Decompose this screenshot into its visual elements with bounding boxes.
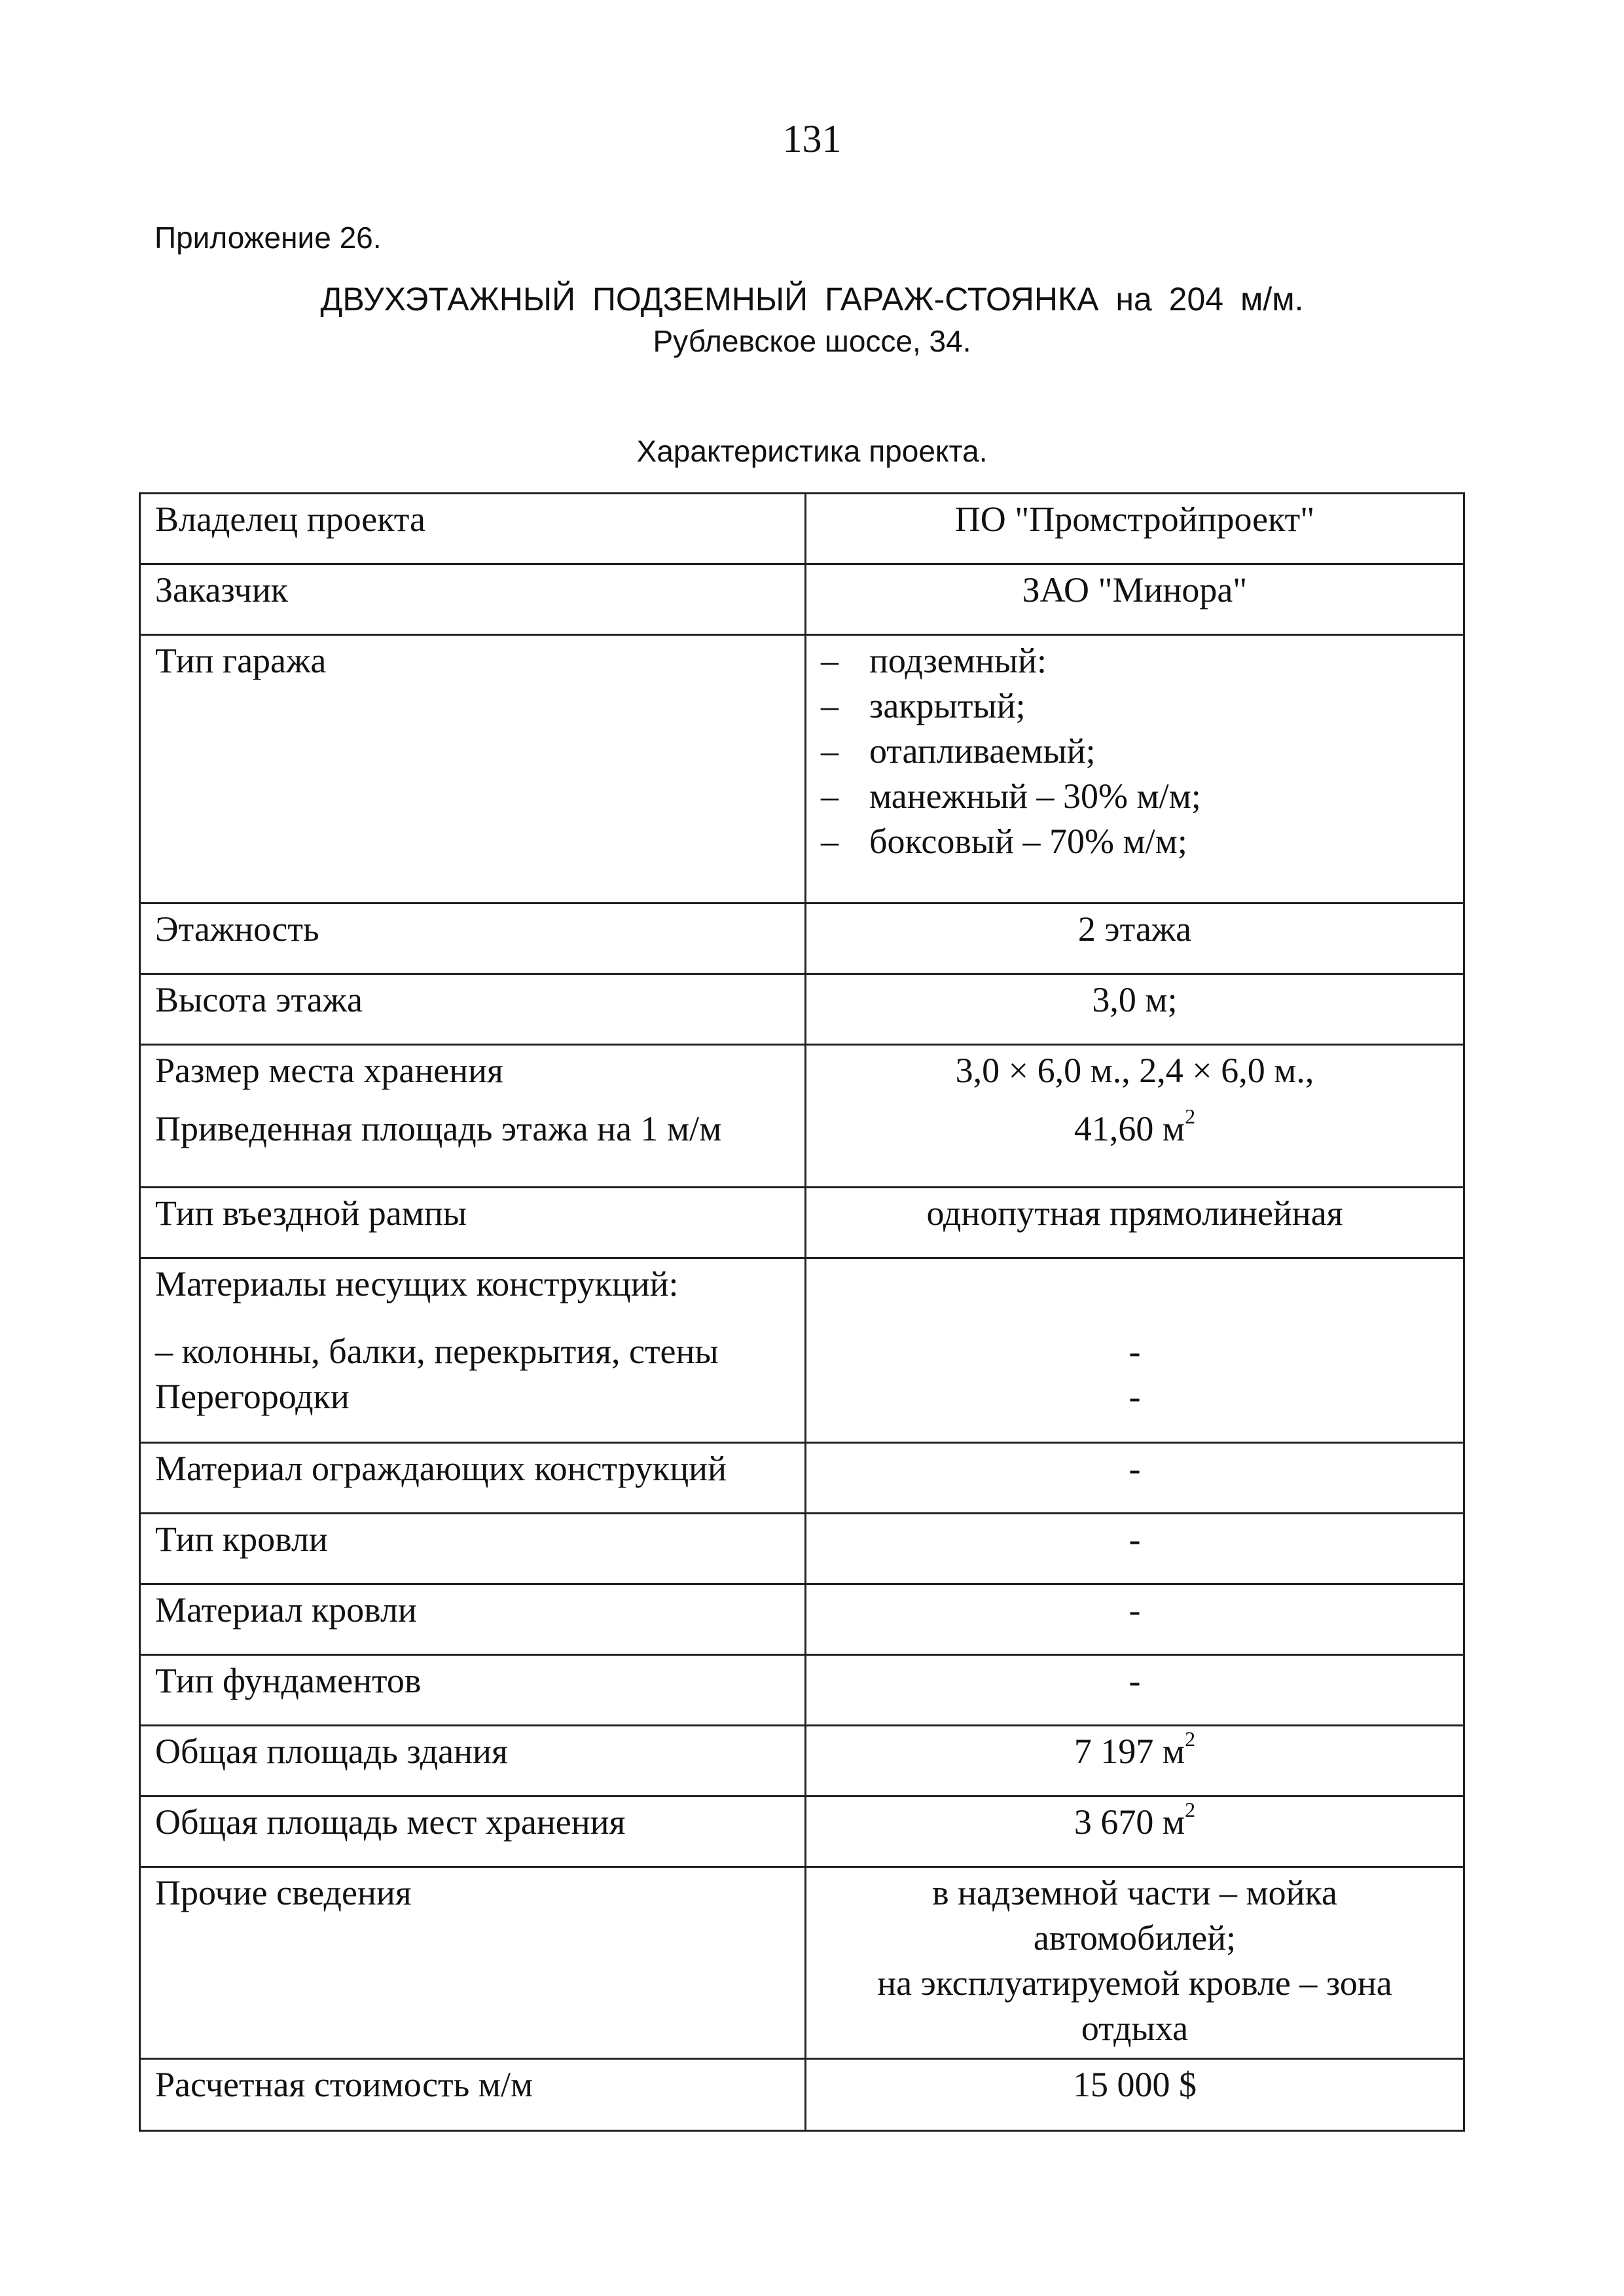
row-value: 3 670 $м^2$ xyxy=(806,1796,1464,1867)
row-label: Заказчик xyxy=(140,564,806,635)
reduced-area-value: 41,60 $м^2$ xyxy=(1074,1104,1196,1149)
row-label: Прочие сведения xyxy=(140,1867,806,2059)
structure-materials-sub1: – колонны, балки, перекрытия, стены xyxy=(155,1332,719,1372)
table-row xyxy=(140,635,1464,903)
table-row xyxy=(140,494,1464,564)
other-info-line: отдыха xyxy=(1081,2009,1189,2049)
table-row xyxy=(140,1796,1464,1867)
dash-marker: – xyxy=(821,776,839,816)
list-item: – подземный: xyxy=(821,638,1449,683)
row-value: ЗАО "Минора" xyxy=(806,564,1464,635)
table-row xyxy=(140,2059,1464,2131)
structure-materials-label: Материалы несущих конструкций: xyxy=(155,1264,679,1303)
dash-marker: – xyxy=(821,641,839,680)
table-row xyxy=(140,974,1464,1045)
table-row xyxy=(140,1188,1464,1258)
page-number: 131 xyxy=(782,117,842,160)
table-row xyxy=(140,1867,1464,2059)
row-value: однопутная прямолинейная xyxy=(806,1188,1464,1258)
address: Рублевское шоссе, 34. xyxy=(653,324,971,358)
table-row xyxy=(140,564,1464,635)
row-value xyxy=(806,1045,1464,1188)
row-label: Материал кровли xyxy=(140,1584,806,1655)
row-label: Тип гаража xyxy=(140,635,806,903)
table-row xyxy=(140,1045,1464,1188)
row-value: - xyxy=(806,1514,1464,1584)
dash-marker: – xyxy=(821,822,839,862)
appendix-label: Приложение 26. xyxy=(154,221,382,255)
list-item: – закрытый; xyxy=(821,683,1449,729)
row-label: Расчетная стоимость м/м xyxy=(140,2059,806,2131)
row-value xyxy=(806,1258,1464,1443)
table-row xyxy=(140,903,1464,974)
dash-marker: – xyxy=(821,731,839,771)
row-label xyxy=(140,1045,806,1188)
table-row xyxy=(140,1258,1464,1443)
row-value: - xyxy=(806,1443,1464,1514)
row-value xyxy=(806,1867,1464,2059)
row-label: Материал ограждающих конструкций xyxy=(140,1443,806,1514)
list-item: – боксовый – 70% м/м; xyxy=(821,819,1449,864)
table-row xyxy=(140,1655,1464,1726)
row-value: 15 000 $ xyxy=(806,2059,1464,2131)
row-label: Высота этажа xyxy=(140,974,806,1045)
row-value xyxy=(806,635,1464,903)
list-item: – отапливаемый; xyxy=(821,729,1449,774)
other-info-line: в надземной части – мойка xyxy=(932,1873,1337,1912)
storage-size-value: 3,0 × 6,0 м., 2,4 × 6,0 м., xyxy=(955,1051,1314,1090)
list-item: – манежный – 30% м/м; xyxy=(821,774,1449,819)
garage-type-list xyxy=(821,638,1449,865)
storage-size-label: Размер места хранения xyxy=(155,1051,503,1090)
row-label xyxy=(140,1258,806,1443)
table-row xyxy=(140,1443,1464,1514)
dash-marker: – xyxy=(821,686,839,726)
row-label: Общая площадь мест хранения xyxy=(140,1796,806,1867)
row-value: 7 197 $м^2$ xyxy=(806,1726,1464,1796)
other-info-line: автомобилей; xyxy=(1033,1918,1236,1958)
row-value: ПО "Промстройпроект" xyxy=(806,494,1464,564)
project-characteristics-table xyxy=(139,492,1465,2132)
other-info-line: на эксплуатируемой кровле – зона xyxy=(877,1963,1392,2003)
structure-materials-sub2: Перегородки xyxy=(155,1377,350,1417)
reduced-area-label: Приведенная площадь этажа на 1 м/м xyxy=(155,1109,722,1149)
table-row xyxy=(140,1584,1464,1655)
row-label: Этажность xyxy=(140,903,806,974)
row-value: - xyxy=(806,1584,1464,1655)
row-label: Тип фундаментов xyxy=(140,1655,806,1726)
row-value: 3,0 м; xyxy=(806,974,1464,1045)
row-value: 2 этажа xyxy=(806,903,1464,974)
row-label: Тип въездной рампы xyxy=(140,1188,806,1258)
table-caption: Характеристика проекта. xyxy=(636,434,988,468)
row-label: Общая площадь здания xyxy=(140,1726,806,1796)
table-row xyxy=(140,1514,1464,1584)
document-title: ДВУХЭТАЖНЫЙ ПОДЗЕМНЫЙ ГАРАЖ-СТОЯНКА на 204 м/м. xyxy=(320,281,1304,318)
structure-materials-value2: - xyxy=(1128,1377,1141,1417)
row-label: Тип кровли xyxy=(140,1514,806,1584)
row-label: Владелец проекта xyxy=(140,494,806,564)
table-row xyxy=(140,1726,1464,1796)
row-value: - xyxy=(806,1655,1464,1726)
structure-materials-value1: - xyxy=(1128,1332,1141,1371)
